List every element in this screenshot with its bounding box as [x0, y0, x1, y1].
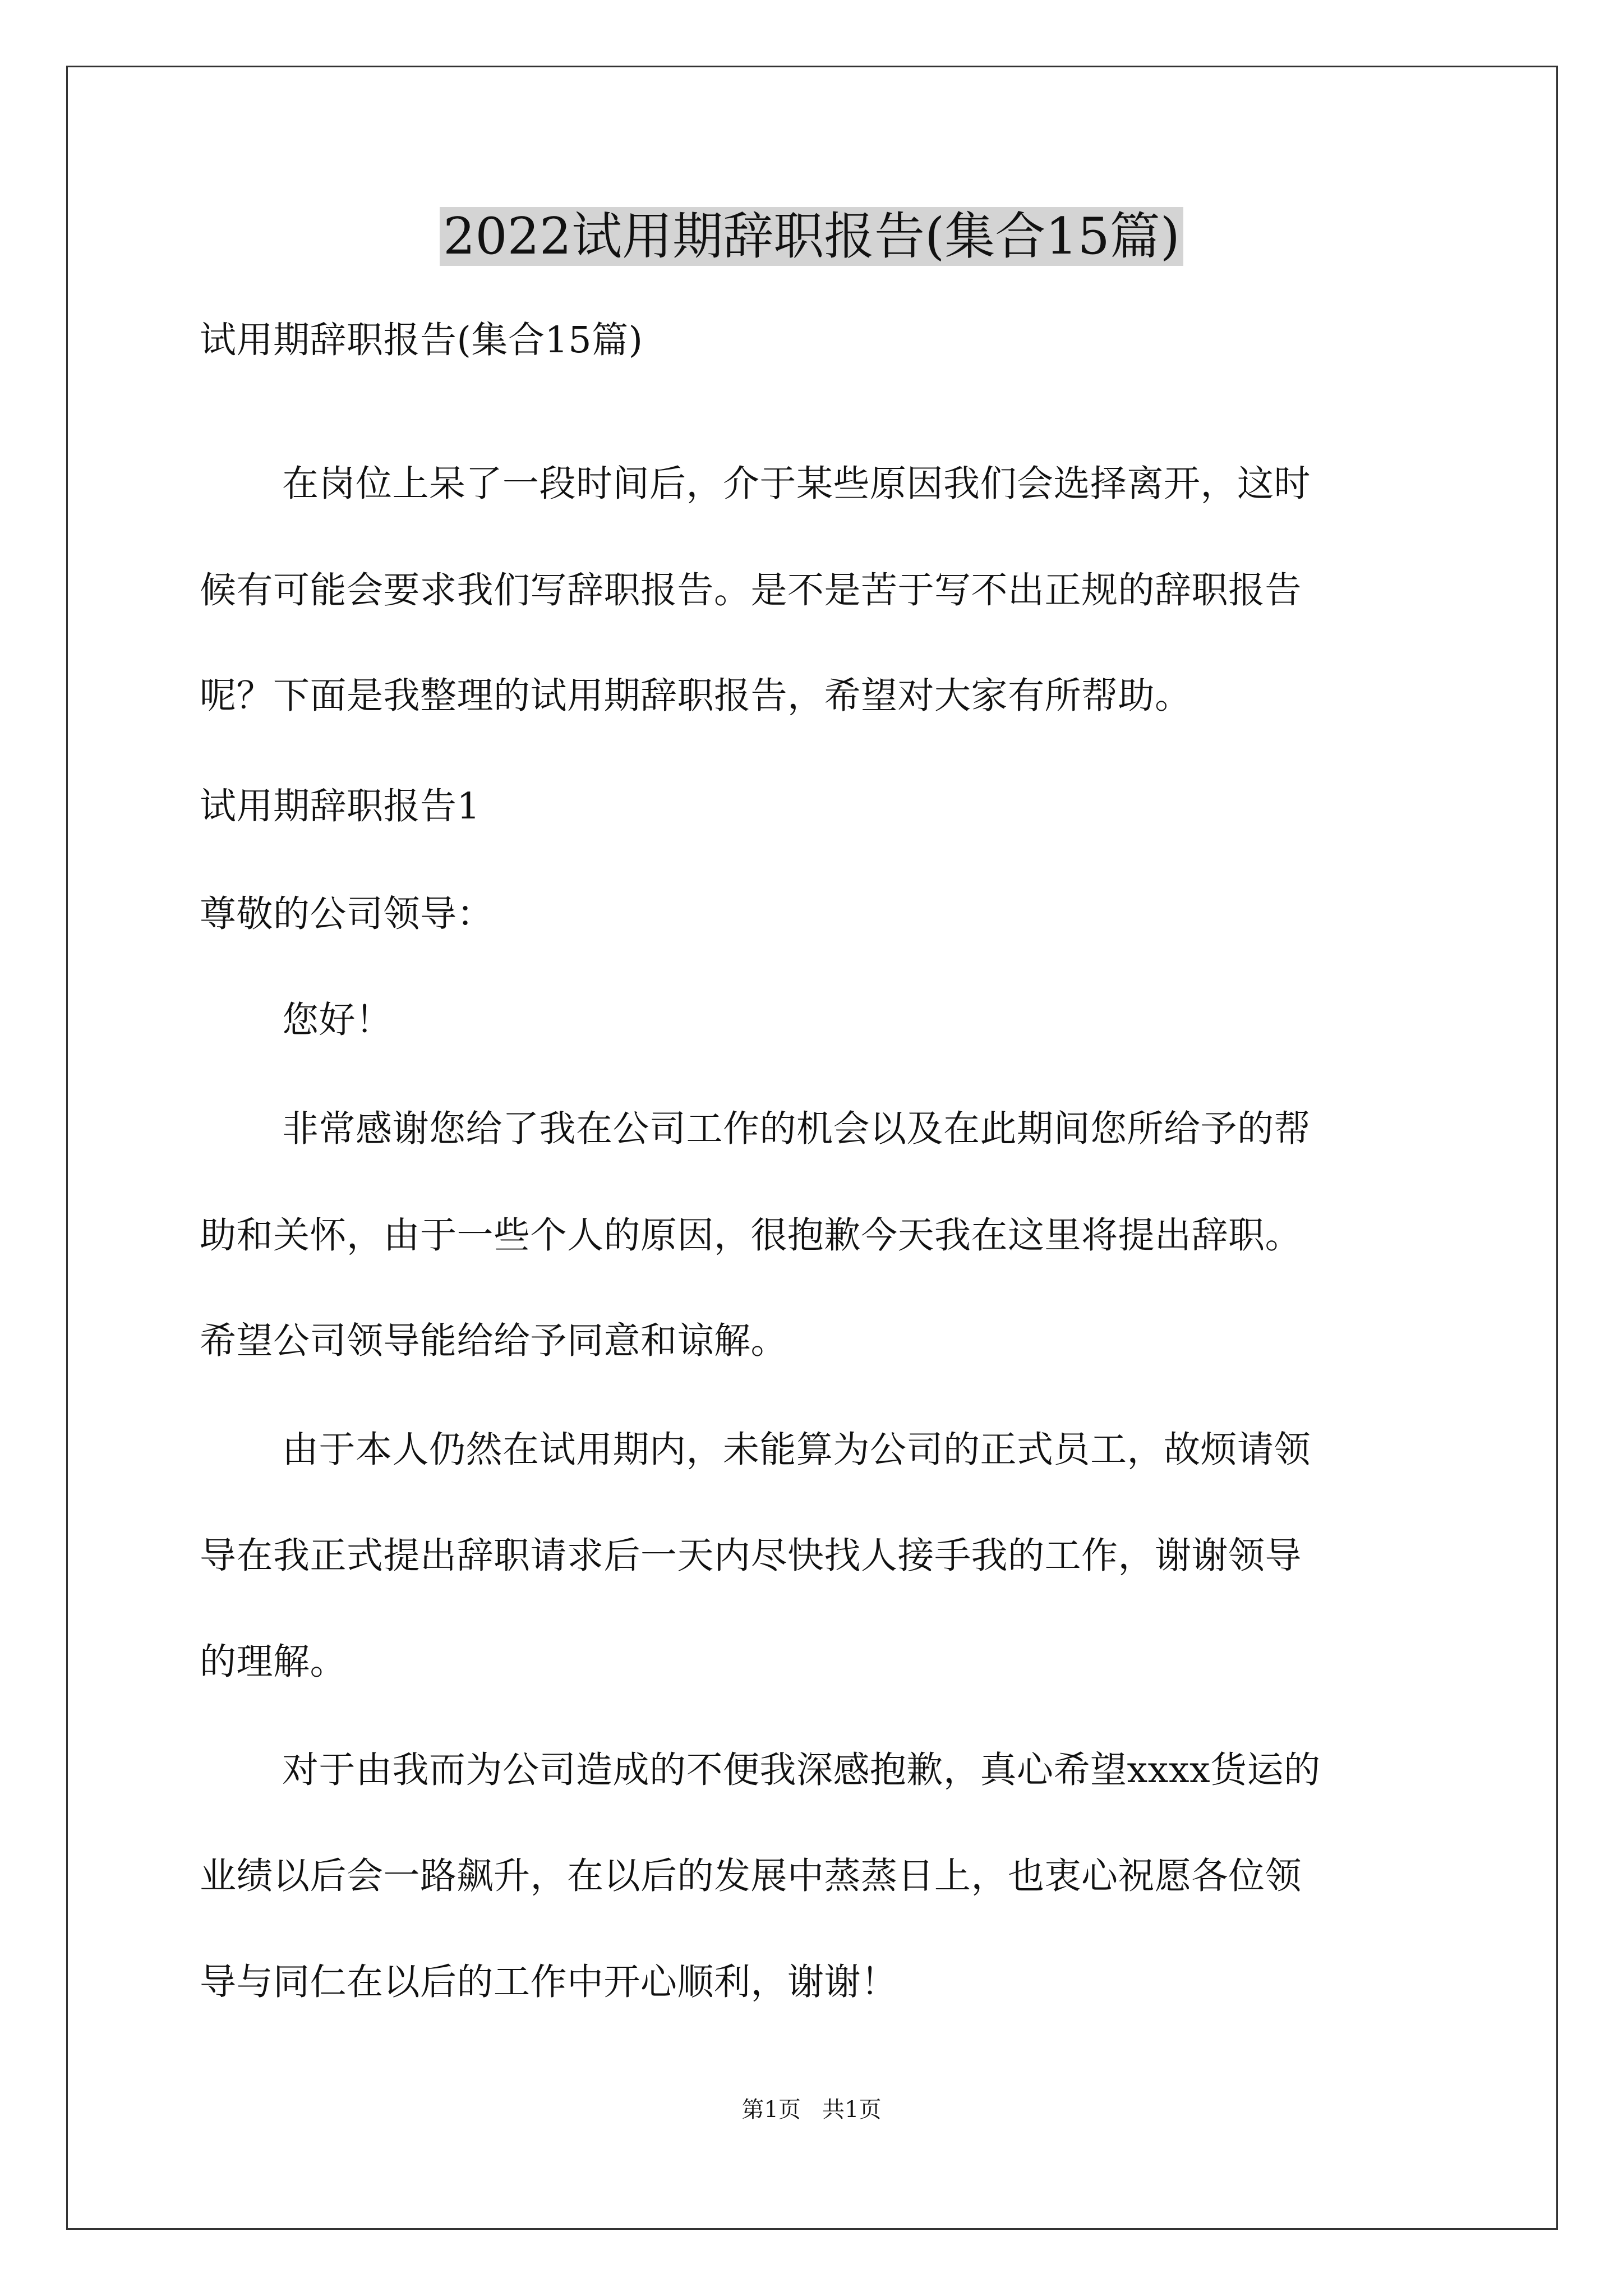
intro-line-3: 呢？下面是我整理的试用期辞职报告，希望对大家有所帮助。 [200, 675, 1192, 717]
paragraph3-line-2: 业绩以后会一路飙升，在以后的发展中蒸蒸日上，也衷心祝愿各位领 [200, 1855, 1302, 1897]
paragraph2-line-1: 由于本人仍然在试用期内，未能算为公司的正式员工，故烦请领 [282, 1429, 1311, 1471]
paragraph3-line-1: 对于由我而为公司造成的不便我深感抱歉，真心希望xxxx货运的 [282, 1749, 1321, 1791]
document-title [0, 203, 1623, 270]
page-footer: 第1页 共1页 [741, 2097, 882, 2123]
subtitle: 试用期辞职报告(集合15篇) [200, 319, 643, 361]
intro-line-1: 在岗位上呆了一段时间后，介于某些原因我们会选择离开，这时 [282, 463, 1311, 505]
paragraph2-line-3: 的理解。 [200, 1641, 347, 1683]
paragraph3-line-3: 导与同仁在以后的工作中开心顺利，谢谢！ [200, 1961, 898, 2003]
salutation: 尊敬的公司领导： [200, 893, 494, 935]
greeting: 您好！ [282, 999, 393, 1041]
paragraph1-line-3: 希望公司领导能给给予同意和谅解。 [200, 1320, 788, 1362]
paragraph2-line-2: 导在我正式提出辞职请求后一天内尽快找人接手我的工作，谢谢领导 [200, 1535, 1302, 1577]
document-title-text: 2022试用期辞职报告(集合15篇) [440, 207, 1183, 266]
section-heading: 试用期辞职报告1 [200, 785, 481, 827]
paragraph1-line-1: 非常感谢您给了我在公司工作的机会以及在此期间您所给予的帮 [282, 1108, 1311, 1150]
intro-line-2: 候有可能会要求我们写辞职报告。是不是苦于写不出正规的辞职报告 [200, 569, 1302, 611]
paragraph1-line-2: 助和关怀，由于一些个人的原因，很抱歉今天我在这里将提出辞职。 [200, 1214, 1302, 1257]
